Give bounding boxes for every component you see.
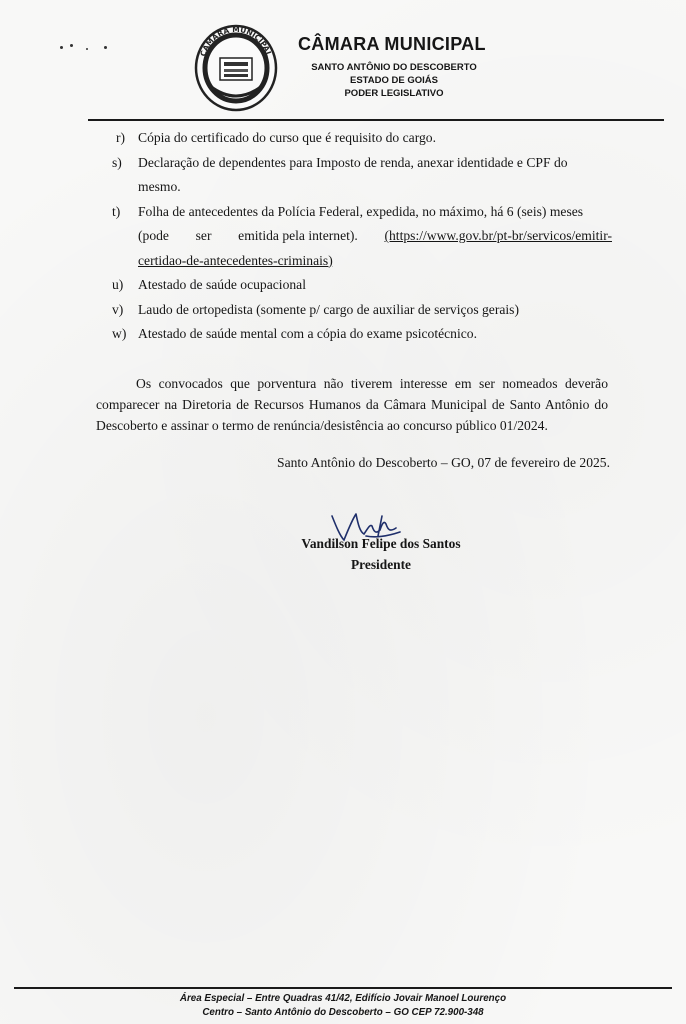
list-item (112, 200, 612, 274)
letterhead (0, 0, 686, 122)
item-letter: s) (112, 154, 122, 170)
paragraph-text: Os convocados que porventura não tiverem interesse em ser nomeados deverão comparecer na Diretoria de Recursos Humanos da Câmara Municipal de Santo Antônio do Descoberto e assinar o termo de renúncia/desistência ao concurso público 01/2024. (96, 376, 608, 433)
svg-text:CÂMARA MUNICIPAL: CÂMARA MUNICIPAL (198, 24, 274, 58)
item-letter: w) (112, 326, 127, 341)
url-link-continued[interactable]: certidao-de-antecedentes-criminais) (138, 252, 333, 268)
item-text: Laudo de ortopedista (somente p/ cargo de auxiliar de serviços gerais) (138, 301, 519, 317)
item-text: Atestado de saúde ocupacional (138, 277, 306, 292)
list-item (112, 322, 612, 347)
list-item (112, 126, 612, 151)
footer-line: Centro – Santo Antônio do Descoberto – GO CEP 72.900-348 (202, 1007, 484, 1018)
item-letter: t) (112, 203, 121, 219)
item-word: (pode (138, 228, 169, 243)
list-item (112, 298, 612, 323)
city-name: SANTO ANTÔNIO DO DESCOBERTO (311, 62, 477, 73)
date-line: Santo Antônio do Descoberto – GO, 07 de fevereiro de 2025. (277, 455, 610, 470)
signer-title: Presidente (351, 557, 411, 572)
item-text-line (138, 224, 612, 249)
item-text: Cópia do certificado do curso que é requisito do cargo. (138, 130, 436, 145)
letterhead-title-block (294, 34, 494, 100)
item-word: ser (195, 228, 212, 243)
url-link[interactable]: (https://www.gov.br/pt-br/servicos/emitir- (384, 228, 612, 243)
requirements-list (112, 126, 612, 347)
list-item (112, 273, 612, 298)
item-text-line: Declaração de dependentes para Imposto de renda, anexar identidade e CPF do (138, 154, 568, 170)
item-letter: u) (112, 277, 124, 292)
item-text-line: Folha de antecedentes da Polícia Federal, expedida, no máximo, há 6 (seis) meses (138, 203, 584, 219)
list-item (112, 151, 612, 200)
footer-divider (14, 987, 672, 989)
footer-line: Área Especial – Entre Quadras 41/42, Edifício Jovair Manoel Lourenço (179, 993, 507, 1004)
item-letter: v) (112, 301, 124, 317)
footer-address (0, 992, 686, 1020)
item-word: emitida pela internet). (238, 228, 358, 243)
header-divider (88, 119, 664, 121)
item-text-line: mesmo. (138, 179, 181, 194)
signer-name: Vandilson Felipe dos Santos (301, 536, 461, 551)
state-name: ESTADO DE GOIÁS (350, 75, 438, 86)
item-text: Atestado de saúde mental com a cópia do exame psicotécnico. (138, 326, 477, 341)
institution-name: CÂMARA MUNICIPAL (298, 34, 486, 54)
branch-name: PODER LEGISLATIVO (344, 88, 444, 99)
convocation-paragraph (96, 373, 608, 436)
item-letter: r) (116, 130, 126, 145)
municipal-seal-logo (190, 14, 282, 114)
